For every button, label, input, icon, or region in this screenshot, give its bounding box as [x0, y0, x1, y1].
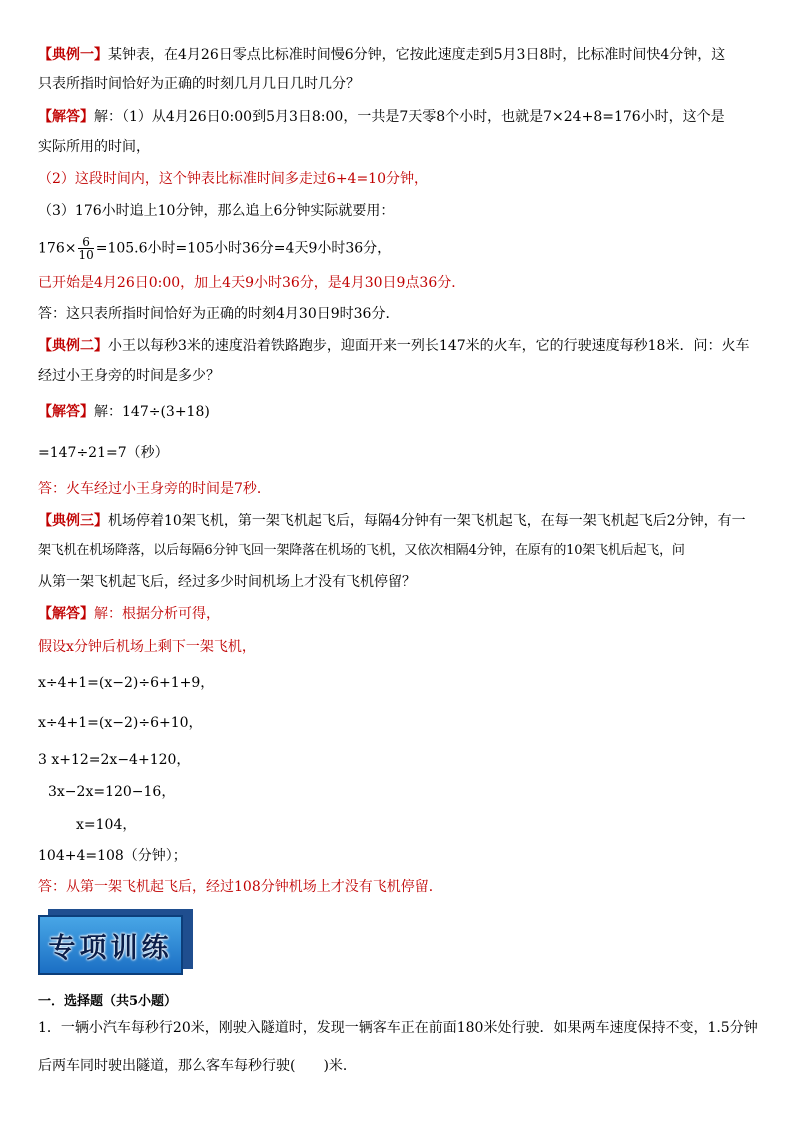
ex3-equation-5: x=104，	[76, 817, 137, 833]
ex1-fraction-line	[38, 236, 763, 261]
ex3-a1: 解：根据分析可得，	[94, 606, 220, 622]
ex1-tag: 【典例一】	[38, 47, 108, 63]
ex1-a1: 解：（1）从4月26日0:00到5月3日8:00，一共是7天零8个小时，也就是7×24+8=176小时，这个是	[94, 109, 725, 125]
ex1-answer-line-3: （2）这段时间内，这个钟表比标准时间多走过6+4=10分钟，	[38, 171, 428, 187]
ex3-equation-3: 3 x+12=2x−4+120，	[38, 752, 191, 768]
ex1-frac-pre: 176×	[38, 240, 77, 257]
ex3-equation-4: 3x−2x=120−16，	[48, 784, 176, 800]
ex2-answer-tag: 【解答】	[38, 404, 94, 420]
ex1-answer-line-4: （3）176小时追上10分钟，那么追上6分钟实际就要用：	[38, 203, 395, 219]
ex2-q1: 小王以每秒3米的速度沿着铁路跑步，迎面开来一列长147米的火车，它的行驶速度每秒18米．问：火车	[108, 338, 750, 354]
ex1-fraction	[78, 236, 93, 261]
banner-face	[38, 915, 183, 975]
ex1-answer-line-6: 已开始是4月26日0:00，加上4天9小时36分，是4月30日9点36分．	[38, 275, 466, 291]
ex3-answer-line-1	[38, 604, 763, 624]
problem-1-line-1: 1．一辆小汽车每秒行20米，刚驶入隧道时，发现一辆客车正在前面180米处行驶．如果两车速度保持不变，1.5分钟	[38, 1020, 758, 1036]
special-training-banner	[38, 909, 193, 975]
ex2-tag: 【典例二】	[38, 338, 108, 354]
ex2-answer-line-2: =147÷21=7（秒）	[38, 445, 169, 461]
ex3-equation-1: x÷4+1=(x−2)÷6+1+9，	[38, 675, 215, 691]
ex1-frac-num: 6	[78, 236, 93, 249]
ex3-question-line-3: 从第一架飞机起飞后，经过多少时间机场上才没有飞机停留？	[38, 574, 416, 590]
ex1-frac-den: 10	[78, 248, 94, 262]
ex1-answer-line-2: 实际所用的时间，	[38, 139, 150, 155]
ex1-question-line-1	[38, 45, 763, 65]
ex3-q1: 机场停着10架飞机，第一架飞机起飞后，每隔4分钟有一架飞机起飞，在每一架飞机起飞后2分钟，有一	[108, 513, 746, 529]
banner-text: 专项训练	[48, 932, 173, 964]
ex1-final-answer: 答：这只表所指时间恰好为正确的时刻4月30日9时36分．	[38, 306, 400, 322]
ex1-question-line-2: 只表所指时间恰好为正确的时刻几月几日几时几分？	[38, 76, 360, 92]
ex2-a1: 解：147÷(3+18)	[94, 404, 210, 420]
section-title: 一．选择题（共5小题）	[38, 994, 178, 1009]
ex2-question-line-1	[38, 336, 763, 356]
ex1-frac-post: =105.6小时=105小时36分=4天9小时36分，	[95, 240, 392, 257]
ex2-final-answer: 答：火车经过小王身旁的时间是7秒．	[38, 481, 271, 497]
ex3-question-line-2: 架飞机在机场降落，以后每隔6分钟飞回一架降落在机场的飞机，又依次相隔4分钟，在原有的10架飞机后起飞，问	[38, 543, 685, 558]
ex3-equation-6: 104+4=108（分钟）；	[38, 848, 187, 864]
ex1-q1: 某钟表，在4月26日零点比标准时间慢6分钟，它按此速度走到5月3日8时，比标准时间快4分钟，这	[108, 47, 726, 63]
ex3-question-line-1	[38, 511, 763, 531]
ex3-answer-line-2: 假设x分钟后机场上剩下一架飞机，	[38, 639, 256, 655]
ex2-question-line-2: 经过小王身旁的时间是多少？	[38, 368, 220, 384]
ex2-answer-line-1	[38, 402, 763, 422]
ex1-answer-line-1	[38, 107, 763, 127]
problem-1-line-2: 后两车同时驶出隧道，那么客车每秒行驶( )米．	[38, 1058, 357, 1074]
ex3-tag: 【典例三】	[38, 513, 108, 529]
ex1-answer-tag: 【解答】	[38, 109, 94, 125]
ex3-equation-2: x÷4+1=(x−2)÷6+10，	[38, 715, 203, 731]
ex3-answer-tag: 【解答】	[38, 606, 94, 622]
ex3-final-answer: 答：从第一架飞机起飞后，经过108分钟机场上才没有飞机停留．	[38, 879, 443, 895]
